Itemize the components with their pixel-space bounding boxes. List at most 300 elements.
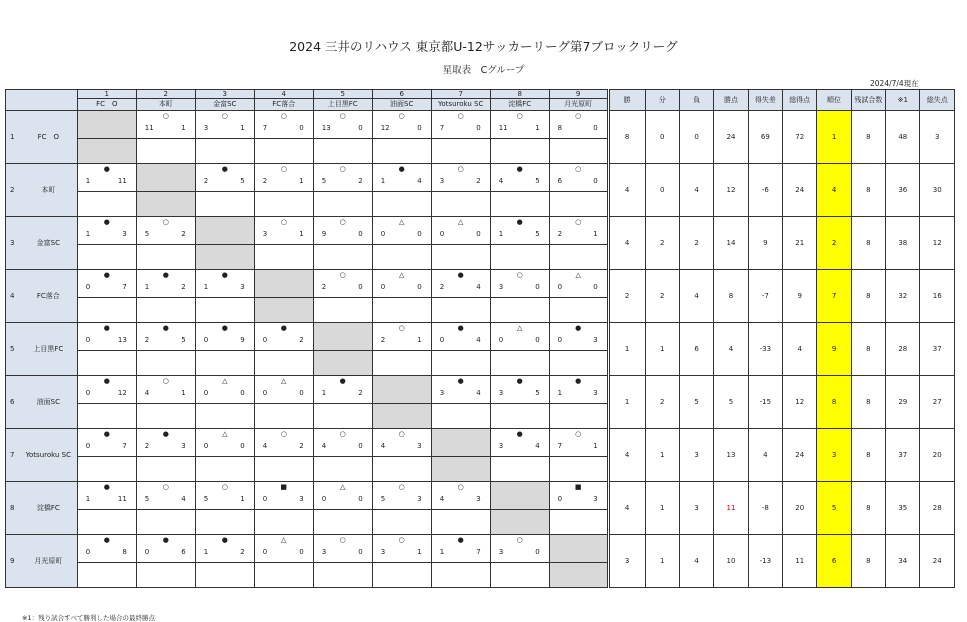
goals-for: 0 bbox=[262, 336, 268, 344]
match-cell bbox=[77, 164, 136, 192]
stat-cell: 11 bbox=[783, 535, 817, 588]
goals-for: 3 bbox=[380, 548, 386, 556]
goals-against: 8 bbox=[122, 548, 127, 556]
stat-header: 総失点 bbox=[920, 90, 955, 111]
goals-for: 0 bbox=[262, 495, 268, 503]
match-cell bbox=[313, 217, 372, 245]
goals-against: 0 bbox=[476, 124, 481, 132]
match-cell bbox=[136, 323, 195, 351]
match-lower-cell bbox=[549, 298, 608, 323]
self-match-lower bbox=[195, 245, 254, 270]
goals-against: 3 bbox=[593, 389, 598, 397]
goals-for: 2 bbox=[144, 336, 150, 344]
stat-header: 総得点 bbox=[783, 90, 817, 111]
match-cell bbox=[549, 376, 608, 404]
self-match-cell bbox=[549, 535, 608, 563]
col-team-name: Yotsuroku SC bbox=[431, 99, 490, 111]
row-team-name: 上目黒FC bbox=[20, 323, 77, 376]
result-symbol: ● bbox=[103, 377, 110, 385]
stat-cell: 4 bbox=[608, 164, 645, 217]
goals-against: 4 bbox=[476, 283, 481, 291]
match-lower-cell bbox=[490, 351, 549, 376]
match-lower-cell bbox=[136, 404, 195, 429]
goals-for: 1 bbox=[380, 177, 386, 185]
goals-against: 1 bbox=[417, 336, 422, 344]
match-lower-cell bbox=[136, 510, 195, 535]
result-symbol: ○ bbox=[339, 536, 346, 544]
result-symbol: △ bbox=[281, 536, 287, 544]
goals-against: 3 bbox=[593, 495, 598, 503]
goals-against: 0 bbox=[358, 442, 363, 450]
match-lower-cell bbox=[490, 457, 549, 482]
stat-header: ※1 bbox=[886, 90, 920, 111]
self-match-cell bbox=[313, 323, 372, 351]
goals-for: 12 bbox=[380, 124, 390, 132]
match-cell bbox=[195, 164, 254, 192]
goals-against: 0 bbox=[476, 230, 481, 238]
goals-for: 2 bbox=[262, 177, 268, 185]
match-lower-cell bbox=[77, 404, 136, 429]
match-cell bbox=[77, 217, 136, 245]
match-lower-cell bbox=[136, 457, 195, 482]
goals-against: 0 bbox=[358, 495, 363, 503]
goals-for: 0 bbox=[380, 283, 386, 291]
match-lower-cell bbox=[254, 457, 313, 482]
stat-cell: 12 bbox=[783, 376, 817, 429]
match-cell bbox=[431, 164, 490, 192]
stat-cell: 2 bbox=[645, 217, 679, 270]
goals-for: 7 bbox=[439, 124, 445, 132]
goals-for: 0 bbox=[557, 336, 563, 344]
match-cell bbox=[77, 535, 136, 563]
result-symbol: ○ bbox=[398, 483, 405, 491]
goals-for: 1 bbox=[85, 230, 91, 238]
stat-cell: 6 bbox=[679, 323, 713, 376]
result-symbol: ● bbox=[457, 271, 464, 279]
result-symbol: △ bbox=[222, 430, 228, 438]
stat-cell: 8 bbox=[851, 111, 885, 164]
goals-against: 5 bbox=[535, 389, 540, 397]
self-match-lower bbox=[490, 510, 549, 535]
goals-against: 0 bbox=[593, 177, 598, 185]
goals-against: 0 bbox=[240, 389, 245, 397]
stat-cell: 2 bbox=[645, 376, 679, 429]
row-number: 8 bbox=[6, 482, 20, 535]
row-team-name: 淀橋FC bbox=[20, 482, 77, 535]
result-symbol: ● bbox=[516, 218, 523, 226]
result-symbol: ○ bbox=[457, 165, 464, 173]
goals-for: 1 bbox=[498, 230, 504, 238]
goals-for: 2 bbox=[321, 283, 327, 291]
stat-cell: 4 bbox=[679, 535, 713, 588]
row-team-name: Yotsuroku SC bbox=[20, 429, 77, 482]
rank-cell: 7 bbox=[817, 270, 851, 323]
match-lower-cell bbox=[549, 351, 608, 376]
rank-cell: 1 bbox=[817, 111, 851, 164]
result-symbol: ○ bbox=[575, 430, 582, 438]
match-cell bbox=[136, 111, 195, 139]
goals-against: 3 bbox=[299, 495, 304, 503]
page-title: 2024 三井のリハウス 東京都U-12サッカーリーグ第7ブロックリーグ bbox=[289, 39, 678, 54]
goals-against: 4 bbox=[417, 177, 422, 185]
match-cell bbox=[431, 482, 490, 510]
match-cell bbox=[372, 429, 431, 457]
col-number: 7 bbox=[431, 90, 490, 99]
stat-cell: 8 bbox=[851, 376, 885, 429]
stat-cell: 4 bbox=[608, 429, 645, 482]
row-team-name: 月光原町 bbox=[20, 535, 77, 588]
stat-cell: -8 bbox=[748, 482, 782, 535]
match-cell bbox=[431, 323, 490, 351]
stat-cell: 27 bbox=[920, 376, 955, 429]
row-number: 7 bbox=[6, 429, 20, 482]
row-team-name: 金富SC bbox=[20, 217, 77, 270]
stat-cell: 10 bbox=[714, 535, 748, 588]
match-cell bbox=[254, 323, 313, 351]
col-number: 6 bbox=[372, 90, 431, 99]
stat-cell: 12 bbox=[920, 217, 955, 270]
match-lower-cell bbox=[254, 351, 313, 376]
stat-cell: 28 bbox=[886, 323, 920, 376]
goals-for: 5 bbox=[203, 495, 209, 503]
stat-cell: -15 bbox=[748, 376, 782, 429]
result-symbol: ● bbox=[516, 430, 523, 438]
col-number: 1 bbox=[77, 90, 136, 99]
stat-cell: -7 bbox=[748, 270, 782, 323]
goals-against: 0 bbox=[417, 283, 422, 291]
goals-against: 1 bbox=[240, 124, 245, 132]
match-cell bbox=[254, 482, 313, 510]
self-match-cell bbox=[490, 482, 549, 510]
goals-for: 1 bbox=[557, 389, 563, 397]
match-cell bbox=[195, 429, 254, 457]
goals-for: 0 bbox=[85, 389, 91, 397]
goals-for: 0 bbox=[380, 230, 386, 238]
result-symbol: △ bbox=[399, 271, 405, 279]
match-cell bbox=[136, 429, 195, 457]
result-symbol: ○ bbox=[398, 536, 405, 544]
self-match-cell bbox=[77, 111, 136, 139]
match-cell bbox=[372, 217, 431, 245]
match-cell bbox=[490, 111, 549, 139]
stat-cell: 34 bbox=[886, 535, 920, 588]
goals-against: 4 bbox=[476, 336, 481, 344]
result-symbol: ● bbox=[162, 430, 169, 438]
goals-against: 1 bbox=[181, 124, 186, 132]
stat-cell: 24 bbox=[714, 111, 748, 164]
result-symbol: ○ bbox=[162, 112, 169, 120]
result-symbol: ○ bbox=[457, 112, 464, 120]
stat-cell: 8 bbox=[851, 164, 885, 217]
row-number: 6 bbox=[6, 376, 20, 429]
goals-against: 13 bbox=[117, 336, 127, 344]
match-lower-cell bbox=[549, 404, 608, 429]
table-row bbox=[6, 111, 955, 139]
match-lower-cell bbox=[372, 457, 431, 482]
stat-cell: 1 bbox=[645, 535, 679, 588]
result-symbol: ● bbox=[339, 377, 346, 385]
self-match-lower bbox=[549, 563, 608, 588]
rank-cell: 9 bbox=[817, 323, 851, 376]
result-symbol: ○ bbox=[398, 112, 405, 120]
result-symbol: △ bbox=[281, 377, 287, 385]
stat-cell: 36 bbox=[886, 164, 920, 217]
match-lower-cell bbox=[431, 404, 490, 429]
result-symbol: ○ bbox=[575, 112, 582, 120]
stat-cell: 8 bbox=[851, 323, 885, 376]
match-lower-cell bbox=[136, 139, 195, 164]
goals-for: 1 bbox=[203, 548, 209, 556]
goals-for: 3 bbox=[498, 389, 504, 397]
goals-against: 5 bbox=[240, 177, 245, 185]
result-symbol: △ bbox=[575, 271, 581, 279]
goals-for: 13 bbox=[321, 124, 331, 132]
result-symbol: ● bbox=[162, 271, 169, 279]
match-cell bbox=[136, 535, 195, 563]
stat-cell: 4 bbox=[679, 164, 713, 217]
result-symbol: ○ bbox=[398, 324, 405, 332]
goals-for: 3 bbox=[321, 548, 327, 556]
match-lower-cell bbox=[431, 245, 490, 270]
goals-against: 0 bbox=[417, 230, 422, 238]
col-team-name: 月光原町 bbox=[549, 99, 608, 111]
goals-against: 2 bbox=[358, 389, 363, 397]
match-lower-cell bbox=[77, 457, 136, 482]
table-row bbox=[6, 535, 955, 563]
result-symbol: ○ bbox=[162, 218, 169, 226]
goals-for: 3 bbox=[498, 548, 504, 556]
goals-for: 0 bbox=[85, 283, 91, 291]
col-number: 3 bbox=[195, 90, 254, 99]
goals-for: 2 bbox=[144, 442, 150, 450]
goals-for: 0 bbox=[498, 336, 504, 344]
match-lower-cell bbox=[372, 510, 431, 535]
page-subtitle: 星取表 Cグループ bbox=[442, 65, 525, 76]
match-lower-cell bbox=[372, 563, 431, 588]
goals-against: 2 bbox=[358, 177, 363, 185]
stat-header: 勝 bbox=[608, 90, 645, 111]
goals-against: 3 bbox=[476, 495, 481, 503]
stat-cell: 1 bbox=[645, 323, 679, 376]
stat-cell: -6 bbox=[748, 164, 782, 217]
match-cell bbox=[431, 270, 490, 298]
result-symbol: ● bbox=[221, 536, 228, 544]
match-cell bbox=[313, 535, 372, 563]
stat-cell: 1 bbox=[645, 429, 679, 482]
stat-cell: 32 bbox=[886, 270, 920, 323]
match-cell bbox=[490, 217, 549, 245]
stat-cell: 2 bbox=[608, 270, 645, 323]
goals-for: 0 bbox=[203, 389, 209, 397]
goals-for: 0 bbox=[321, 495, 327, 503]
match-lower-cell bbox=[431, 510, 490, 535]
stat-cell: 28 bbox=[920, 482, 955, 535]
goals-against: 1 bbox=[240, 495, 245, 503]
goals-against: 2 bbox=[299, 442, 304, 450]
goals-for: 0 bbox=[85, 442, 91, 450]
result-symbol: ■ bbox=[280, 483, 288, 491]
match-lower-cell bbox=[431, 563, 490, 588]
goals-for: 7 bbox=[262, 124, 268, 132]
stat-cell: 3 bbox=[608, 535, 645, 588]
goals-against: 2 bbox=[476, 177, 481, 185]
stat-cell: 4 bbox=[608, 217, 645, 270]
corner-cell bbox=[6, 90, 78, 111]
row-number: 1 bbox=[6, 111, 20, 164]
goals-for: 0 bbox=[557, 495, 563, 503]
match-lower-cell bbox=[77, 351, 136, 376]
col-number: 2 bbox=[136, 90, 195, 99]
stat-header: 得失差 bbox=[748, 90, 782, 111]
match-lower-cell bbox=[372, 298, 431, 323]
table-row bbox=[6, 270, 955, 298]
result-symbol: ○ bbox=[516, 112, 523, 120]
rank-cell: 4 bbox=[817, 164, 851, 217]
match-lower-cell bbox=[136, 298, 195, 323]
match-cell bbox=[77, 270, 136, 298]
result-symbol: ● bbox=[162, 324, 169, 332]
goals-for: 3 bbox=[498, 283, 504, 291]
col-number: 9 bbox=[549, 90, 608, 99]
stat-cell: 38 bbox=[886, 217, 920, 270]
stat-cell: 20 bbox=[783, 482, 817, 535]
goals-for: 1 bbox=[144, 283, 150, 291]
result-symbol: ○ bbox=[280, 112, 287, 120]
match-lower-cell bbox=[372, 192, 431, 217]
row-number: 5 bbox=[6, 323, 20, 376]
match-lower-cell bbox=[313, 457, 372, 482]
match-cell bbox=[313, 270, 372, 298]
stat-cell: 3 bbox=[920, 111, 955, 164]
goals-for: 3 bbox=[439, 389, 445, 397]
result-symbol: ○ bbox=[398, 430, 405, 438]
match-lower-cell bbox=[549, 510, 608, 535]
match-cell bbox=[549, 482, 608, 510]
match-cell bbox=[372, 323, 431, 351]
goals-against: 2 bbox=[299, 336, 304, 344]
goals-for: 9 bbox=[321, 230, 327, 238]
match-cell bbox=[549, 270, 608, 298]
goals-against: 3 bbox=[593, 336, 598, 344]
match-cell bbox=[431, 535, 490, 563]
match-lower-cell bbox=[431, 139, 490, 164]
stat-cell: 1 bbox=[608, 323, 645, 376]
goals-for: 4 bbox=[380, 442, 386, 450]
table-row bbox=[6, 217, 955, 245]
match-cell bbox=[372, 535, 431, 563]
goals-for: 3 bbox=[498, 442, 504, 450]
goals-against: 1 bbox=[181, 389, 186, 397]
match-cell bbox=[490, 323, 549, 351]
standings-table bbox=[5, 89, 955, 588]
result-symbol: ○ bbox=[162, 483, 169, 491]
match-lower-cell bbox=[195, 192, 254, 217]
match-lower-cell bbox=[195, 404, 254, 429]
match-cell bbox=[136, 376, 195, 404]
goals-for: 4 bbox=[144, 389, 150, 397]
match-lower-cell bbox=[313, 192, 372, 217]
goals-for: 1 bbox=[85, 177, 91, 185]
self-match-lower bbox=[136, 192, 195, 217]
match-cell bbox=[195, 376, 254, 404]
table-row bbox=[6, 482, 955, 510]
match-lower-cell bbox=[195, 298, 254, 323]
result-symbol: ● bbox=[103, 165, 110, 173]
result-symbol: △ bbox=[340, 483, 346, 491]
match-lower-cell bbox=[313, 139, 372, 164]
goals-against: 0 bbox=[417, 124, 422, 132]
match-lower-cell bbox=[490, 192, 549, 217]
goals-against: 0 bbox=[535, 283, 540, 291]
match-cell bbox=[136, 482, 195, 510]
match-lower-cell bbox=[490, 139, 549, 164]
goals-for: 4 bbox=[498, 177, 504, 185]
match-lower-cell bbox=[254, 245, 313, 270]
stat-cell: 0 bbox=[645, 164, 679, 217]
match-lower-cell bbox=[372, 245, 431, 270]
result-symbol: ● bbox=[103, 536, 110, 544]
stat-cell: 29 bbox=[886, 376, 920, 429]
result-symbol: ○ bbox=[339, 271, 346, 279]
stat-cell: 9 bbox=[783, 270, 817, 323]
match-lower-cell bbox=[313, 510, 372, 535]
col-number: 8 bbox=[490, 90, 549, 99]
match-lower-cell bbox=[136, 563, 195, 588]
goals-against: 2 bbox=[181, 283, 186, 291]
match-lower-cell bbox=[77, 192, 136, 217]
row-number: 4 bbox=[6, 270, 20, 323]
result-symbol: ○ bbox=[516, 271, 523, 279]
goals-against: 4 bbox=[181, 495, 186, 503]
match-lower-cell bbox=[195, 510, 254, 535]
goals-for: 0 bbox=[144, 548, 150, 556]
match-cell bbox=[372, 482, 431, 510]
match-cell bbox=[254, 535, 313, 563]
result-symbol: ■ bbox=[574, 483, 582, 491]
match-lower-cell bbox=[431, 351, 490, 376]
stat-cell: 12 bbox=[714, 164, 748, 217]
stat-cell: 4 bbox=[748, 429, 782, 482]
match-lower-cell bbox=[195, 139, 254, 164]
stat-header: 順位 bbox=[817, 90, 851, 111]
result-symbol: ○ bbox=[339, 165, 346, 173]
result-symbol: ○ bbox=[280, 218, 287, 226]
match-lower-cell bbox=[195, 457, 254, 482]
match-cell bbox=[431, 217, 490, 245]
result-symbol: ● bbox=[103, 483, 110, 491]
match-cell bbox=[195, 535, 254, 563]
match-lower-cell bbox=[313, 245, 372, 270]
match-lower-cell bbox=[254, 139, 313, 164]
table-row bbox=[6, 376, 955, 404]
match-cell bbox=[372, 270, 431, 298]
stat-cell: 8 bbox=[714, 270, 748, 323]
match-cell bbox=[254, 217, 313, 245]
rank-cell: 2 bbox=[817, 217, 851, 270]
goals-against: 0 bbox=[593, 283, 598, 291]
goals-against: 0 bbox=[535, 548, 540, 556]
goals-for: 5 bbox=[380, 495, 386, 503]
goals-against: 7 bbox=[476, 548, 481, 556]
goals-for: 8 bbox=[557, 124, 563, 132]
match-lower-cell bbox=[77, 298, 136, 323]
match-cell bbox=[254, 376, 313, 404]
match-lower-cell bbox=[195, 351, 254, 376]
self-match-lower bbox=[77, 139, 136, 164]
col-team-name: FC落合 bbox=[254, 99, 313, 111]
stat-cell: 30 bbox=[920, 164, 955, 217]
rank-cell: 6 bbox=[817, 535, 851, 588]
